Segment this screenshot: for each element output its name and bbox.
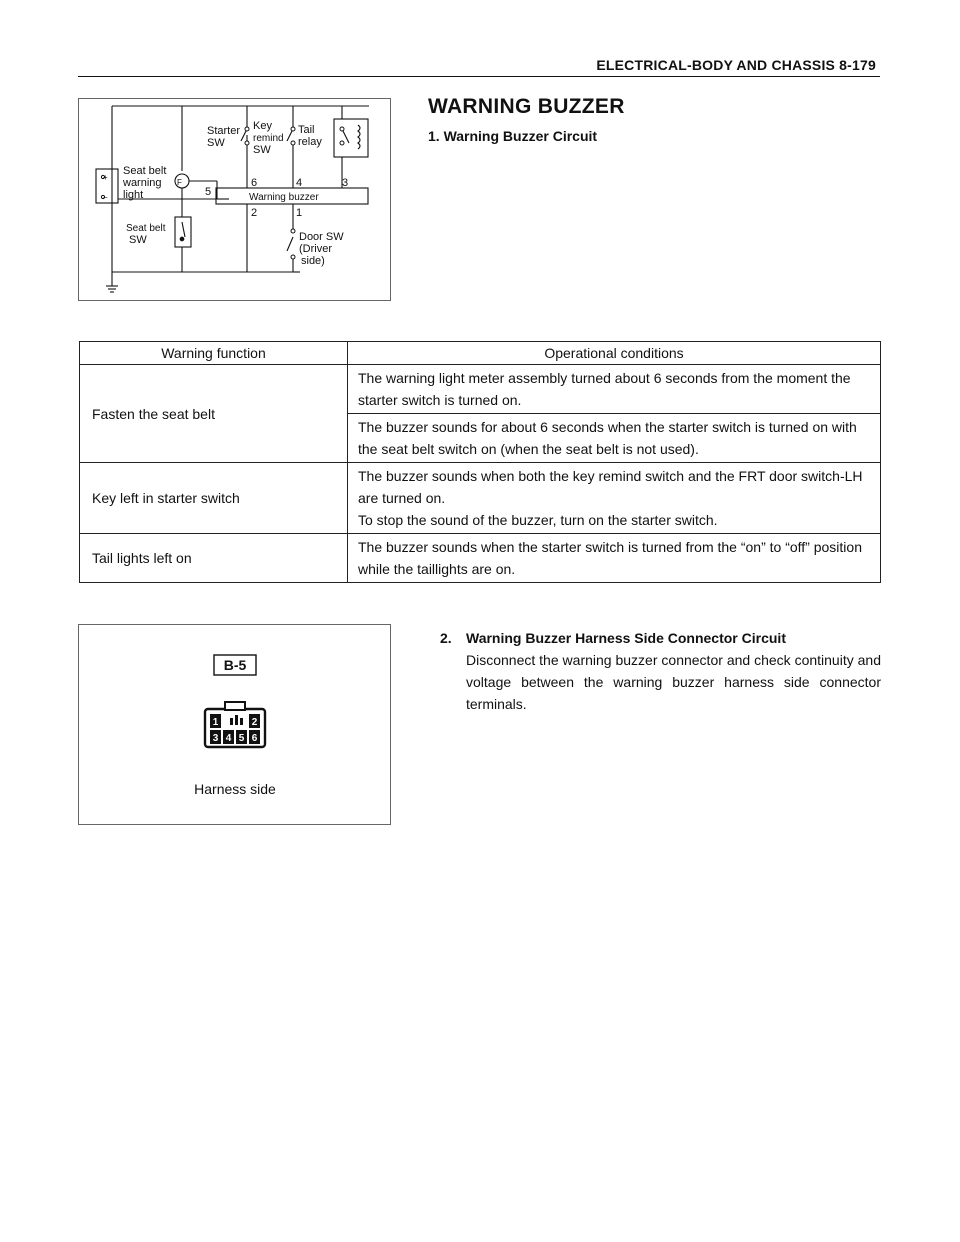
label-starter-sw-1: Starter: [207, 125, 241, 137]
table-header-row: [80, 342, 881, 365]
table-row: [80, 463, 881, 534]
circuit-diagram: [79, 99, 390, 300]
label-tail-relay-1: Tail: [298, 124, 315, 136]
circuit-diagram-figure: [78, 98, 391, 301]
connector-id: B-5: [223, 657, 247, 673]
pin-5-label: 5: [238, 733, 245, 744]
section-2: [440, 627, 881, 715]
label-door-sw-1: Door SW: [299, 231, 344, 243]
cell-function: Key left in starter switch: [80, 463, 348, 534]
label-seat-belt-sw-1: Seat belt: [126, 223, 166, 234]
table-row: [80, 365, 881, 414]
cell-condition: The buzzer sounds when the starter switch is turned from the “on” to “off” position while the taillights are on.: [348, 534, 881, 583]
pin-4: 4: [296, 177, 303, 189]
cell-function: Tail lights left on: [80, 534, 348, 583]
page-header: [78, 54, 880, 77]
connector-caption: Harness side: [194, 781, 276, 797]
label-seat-belt-light-1: Seat belt: [123, 165, 167, 177]
label-door-sw-3: side): [301, 255, 325, 267]
pin-1: 1: [296, 207, 303, 219]
page-header-text: ELECTRICAL-BODY AND CHASSIS 8-179: [596, 57, 876, 73]
pin-4-label: 4: [225, 733, 232, 744]
svg-text:+: +: [103, 173, 108, 182]
section-2-heading: [440, 627, 881, 649]
connector-diagram: [79, 625, 390, 824]
warning-conditions-table: [79, 341, 881, 583]
cell-condition: The warning light meter assembly turned about 6 seconds from the moment the starter switch is turned on.: [348, 365, 881, 414]
label-warning-buzzer: Warning buzzer: [249, 192, 319, 203]
label-seat-belt-light-2: warning: [123, 177, 162, 189]
cell-condition: The buzzer sounds for about 6 seconds when the starter switch is turned on with the seat belt switch on (when the seat belt is not used).: [348, 414, 881, 463]
pin-2: 2: [251, 207, 258, 219]
label-starter-sw-2: SW: [207, 137, 225, 149]
cell-condition: [348, 463, 881, 534]
pin-2-label: 2: [251, 717, 258, 728]
header-operational-conditions: Operational conditions: [348, 342, 881, 365]
pin-3: 3: [342, 177, 349, 189]
section-2-body: Disconnect the warning buzzer connector and check continuity and voltage between the warning buzzer harness side connector terminals.: [466, 652, 881, 712]
subsection-heading-1: 1. Warning Buzzer Circuit: [428, 128, 598, 144]
pin-1-label: 1: [212, 717, 219, 728]
label-seat-belt-sw-2: SW: [129, 234, 147, 246]
label-key-remind-2: remind: [253, 133, 284, 144]
label-key-remind-3: SW: [253, 144, 271, 156]
label-key-remind-1: Key: [253, 120, 272, 132]
pin-3-label: 3: [212, 733, 219, 744]
connector-figure: [78, 624, 391, 825]
condition-line: The buzzer sounds when both the key remind switch and the FRT door switch-LH are turned on.: [358, 468, 863, 506]
condition-line: To stop the sound of the buzzer, turn on the starter switch.: [358, 512, 718, 528]
cell-function: Fasten the seat belt: [80, 365, 348, 463]
table-row: [80, 534, 881, 583]
header-warning-function: Warning function: [80, 342, 348, 365]
section-2-number: 2.: [440, 630, 452, 646]
label-door-sw-2: (Driver: [299, 243, 332, 255]
label-seat-belt-light-3: light: [123, 189, 144, 201]
section-2-heading-text: Warning Buzzer Harness Side Connector Circuit: [466, 630, 786, 646]
pin-6-label: 6: [251, 733, 258, 744]
label-tail-relay-2: relay: [298, 136, 322, 148]
section-title: WARNING BUZZER: [428, 95, 625, 118]
svg-text:F: F: [177, 178, 182, 187]
svg-text:−: −: [103, 193, 108, 202]
pin-6: 6: [251, 177, 258, 189]
pin-5: 5: [205, 186, 212, 198]
